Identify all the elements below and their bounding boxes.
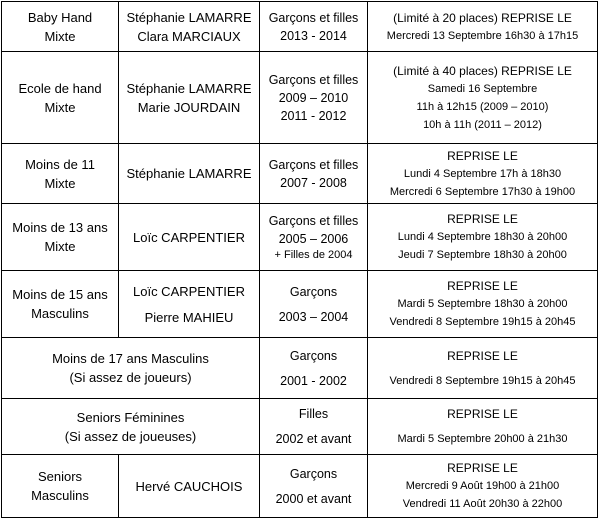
schedule-slot: Mercredi 6 Septembre 17h30 à 19h00	[389, 185, 576, 198]
schedule-slot: Lundi 4 Septembre 18h30 à 20h00	[397, 231, 568, 243]
coach-name: Marie JOURDAIN	[137, 99, 241, 115]
coach-name: Loïc CARPENTIER	[133, 283, 245, 299]
table-row	[2, 455, 598, 518]
coach-name: Stéphanie LAMARRE	[126, 80, 252, 96]
schedule-table	[1, 1, 598, 518]
category-cell	[2, 204, 119, 271]
players-cell	[260, 455, 368, 518]
players-gender: Garçons et filles	[268, 157, 359, 172]
category-name: Moins de 17 ans Masculins	[52, 351, 209, 366]
players-gender: Garçons et filles	[268, 213, 359, 228]
coaches-cell	[119, 2, 260, 52]
schedule-slot: Mercredi 13 Septembre 16h30 à 17h15	[386, 29, 579, 42]
players-gender: Garçons	[289, 466, 338, 481]
schedule-cell	[368, 455, 598, 518]
schedule-header: REPRISE LE	[447, 279, 518, 293]
schedule-cell	[368, 144, 598, 204]
schedule-slot: Mardi 5 Septembre 18h30 à 20h00	[397, 298, 568, 310]
players-years: 2013 - 2014	[280, 28, 347, 43]
category-name: Moins de 15 ans	[12, 287, 108, 302]
coach-name: Clara MARCIAUX	[137, 28, 241, 44]
players-years: 2009 – 2010	[278, 90, 349, 105]
players-years: 2000 et avant	[275, 491, 352, 506]
category-type: Mixte	[44, 28, 76, 44]
players-years: 2005 – 2006	[278, 231, 349, 246]
category-cell	[2, 271, 119, 338]
schedule-cell	[368, 338, 598, 399]
schedule-header: REPRISE LE	[447, 212, 518, 226]
category-type: Mixte	[44, 99, 76, 115]
category-cell	[2, 399, 260, 455]
coaches-cell	[119, 455, 260, 518]
category-note: (Si assez de joueuses)	[64, 428, 197, 444]
category-name: Moins de 13 ans	[12, 220, 108, 235]
category-type: Masculins	[31, 306, 89, 321]
players-years: 2007 - 2008	[280, 175, 347, 190]
category-cell	[2, 455, 119, 518]
coach-name: Hervé CAUCHOIS	[135, 478, 243, 494]
category-type: Masculins	[31, 488, 89, 503]
players-extra: + Filles de 2004	[274, 248, 353, 261]
category-name: Baby Hand	[27, 9, 93, 25]
players-years: 2001 - 2002	[280, 373, 347, 388]
coaches-cell	[119, 144, 260, 204]
table-row	[2, 204, 598, 271]
players-cell	[260, 271, 368, 338]
category-name: Seniors Féminines	[76, 409, 185, 425]
table-row	[2, 399, 598, 455]
coaches-cell	[119, 52, 260, 144]
schedule-header: REPRISE LE	[447, 348, 518, 363]
schedule-slot: Jeudi 7 Septembre 18h30 à 20h00	[398, 249, 567, 261]
players-years: 2003 – 2004	[278, 309, 349, 324]
coaches-cell	[119, 271, 260, 338]
table-row	[2, 2, 598, 52]
players-cell	[260, 52, 368, 144]
schedule-slot: Lundi 4 Septembre 17h à 18h30	[403, 167, 562, 180]
schedule-slot: Vendredi 8 Septembre 19h15 à 20h45	[389, 316, 576, 328]
category-cell	[2, 338, 260, 399]
coach-name: Stéphanie LAMARRE	[126, 9, 252, 25]
players-gender: Garçons et filles	[268, 72, 359, 87]
schedule-slot: Mercredi 9 Août 19h00 à 21h00	[405, 480, 560, 492]
schedule-day: Samedi 16 Septembre	[427, 82, 538, 95]
players-gender: Garçons	[289, 348, 338, 363]
category-type: Mixte	[44, 239, 76, 254]
category-note: (Si assez de joueurs)	[69, 370, 192, 385]
schedule-header: REPRISE LE	[447, 407, 518, 421]
schedule-slot: Vendredi 8 Septembre 19h15 à 20h45	[389, 374, 576, 387]
schedule-cell	[368, 52, 598, 144]
category-cell	[2, 52, 119, 144]
table-row	[2, 144, 598, 204]
category-name: Seniors	[37, 469, 83, 484]
category-cell	[2, 144, 119, 204]
players-cell	[260, 2, 368, 52]
schedule-header: REPRISE LE	[447, 461, 518, 475]
players-gender: Garçons	[289, 284, 338, 299]
coach-name: Pierre MAHIEU	[144, 309, 234, 325]
coaches-cell	[119, 204, 260, 271]
players-cell	[260, 204, 368, 271]
players-cell	[260, 144, 368, 204]
coach-name: Stéphanie LAMARRE	[126, 166, 252, 181]
players-years: 2002 et avant	[275, 432, 352, 446]
schedule-slot: Vendredi 11 Août 20h30 à 22h00	[402, 498, 563, 510]
schedule-cell	[368, 271, 598, 338]
coach-name: Loïc CARPENTIER	[133, 229, 245, 245]
category-cell	[2, 2, 119, 52]
players-years: 2011 - 2012	[280, 108, 347, 123]
schedule-header: (Limité à 20 places) REPRISE LE	[393, 10, 572, 25]
schedule-cell	[368, 204, 598, 271]
schedule-cell	[368, 2, 598, 52]
schedule-slot: Mardi 5 Septembre 20h00 à 21h30	[397, 433, 568, 445]
schedule-slot: 10h à 11h (2011 – 2012)	[423, 118, 542, 131]
schedule-cell	[368, 399, 598, 455]
players-cell	[260, 338, 368, 399]
players-cell	[260, 399, 368, 455]
category-name: Ecole de hand	[18, 80, 102, 96]
schedule-header: REPRISE LE	[447, 148, 518, 163]
table-row	[2, 52, 598, 144]
players-gender: Filles	[298, 407, 329, 421]
table-row	[2, 338, 598, 399]
schedule-header: (Limité à 40 places) REPRISE LE	[393, 63, 572, 78]
schedule-slot: 11h à 12h15 (2009 – 2010)	[416, 100, 549, 113]
table-row	[2, 271, 598, 338]
category-type: Mixte	[44, 175, 76, 191]
players-gender: Garçons et filles	[268, 10, 359, 25]
category-name: Moins de 11	[25, 156, 95, 172]
